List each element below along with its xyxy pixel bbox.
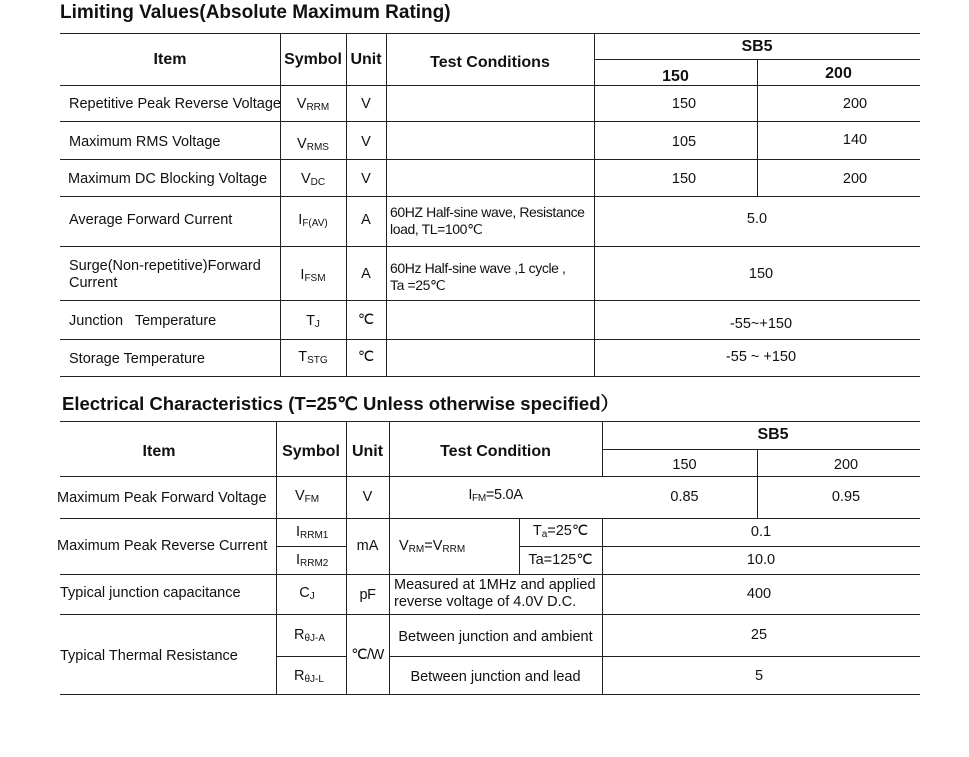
row-item: Junction Temperature — [69, 313, 217, 329]
limiting-values-title: Limiting Values(Absolute Maximum Rating) — [60, 2, 451, 23]
row-unit: ℃ — [357, 312, 375, 328]
header-test-conditions: Test Conditions — [430, 54, 550, 71]
row-unit: ℃ — [357, 349, 375, 365]
row-value-2: 10.0 — [746, 552, 776, 568]
row-symbol: $V_{RMS}$ — [297, 136, 329, 153]
row-value-200: 140 — [842, 132, 868, 148]
header-sb5: SB5 — [757, 426, 789, 443]
row-unit: A — [361, 212, 371, 228]
rule — [519, 546, 920, 547]
header-150: 150 — [662, 68, 689, 85]
header-unit: Unit — [351, 443, 384, 460]
header-item: Item — [153, 51, 187, 68]
rule — [276, 421, 277, 694]
row-value-150: 150 — [671, 171, 697, 187]
header-150: 150 — [672, 457, 697, 473]
row-value-1: 25 — [750, 627, 768, 643]
rule — [276, 546, 346, 547]
row-unit: V — [361, 134, 371, 150]
row-test-condition: Measured at 1MHz and applied reverse voltage of 4.0V D.C. — [394, 577, 596, 610]
rule — [60, 121, 920, 122]
rule — [60, 159, 920, 160]
row-unit: V — [362, 489, 373, 505]
rule — [389, 656, 920, 657]
row-value-200: 200 — [842, 96, 868, 112]
row-sub-condition-2: Ta=125℃ — [528, 552, 593, 568]
row-value-150: 150 — [671, 96, 697, 112]
header-200: 200 — [833, 457, 859, 473]
row-item: Typical Thermal Resistance — [60, 648, 238, 664]
row-symbol: $I_{F(AV)}$ — [298, 212, 328, 229]
header-200: 200 — [825, 65, 852, 82]
row-item: Maximum Peak Reverse Current — [57, 538, 268, 554]
rule — [60, 300, 920, 301]
row-unit: mA — [356, 538, 379, 554]
row-value-1: 0.1 — [750, 524, 772, 540]
rule — [389, 421, 390, 694]
header-sb5: SB5 — [741, 38, 773, 55]
rule — [60, 694, 920, 695]
rule — [60, 196, 920, 197]
row-value: 5.0 — [746, 211, 768, 227]
row-test-condition: $I_{FM}=5.0A$ — [468, 487, 523, 504]
row-unit: V — [361, 171, 371, 187]
row-sub-condition-1: $T_a=25℃$ — [532, 523, 589, 540]
row-symbol: $V_{RRM}$ — [296, 96, 330, 113]
row-symbol: $T_J$ — [306, 313, 320, 330]
row-item: Maximum RMS Voltage — [69, 134, 221, 150]
row-value-150: 0.85 — [670, 489, 699, 505]
row-symbol-1: $R_{\theta J-A}$ — [294, 627, 326, 644]
row-symbol: $V_{DC}$ — [300, 171, 326, 188]
row-symbol-2: $R_{\theta J-L}$ — [294, 668, 324, 685]
row-test-condition-2: Between junction and lead — [410, 669, 581, 685]
row-item: Storage Temperature — [69, 351, 205, 367]
row-item: Maximum DC Blocking Voltage — [68, 171, 268, 187]
row-symbol: $T_{STG}$ — [298, 349, 328, 366]
row-unit: ℃/W — [351, 647, 384, 663]
row-value-200: 0.95 — [831, 489, 861, 505]
rule — [60, 518, 920, 519]
header-symbol: Symbol — [284, 51, 342, 68]
rule — [602, 449, 920, 450]
rule — [276, 656, 346, 657]
rule — [60, 574, 920, 575]
row-value-200: 200 — [842, 171, 868, 187]
row-unit: V — [361, 96, 371, 112]
row-symbol: $V_{FM}$ — [294, 488, 320, 505]
row-item: Average Forward Current — [69, 212, 233, 228]
row-test-condition: 60Hz Half-sine wave ,1 cycle , Ta =25℃ — [390, 260, 566, 293]
header-unit: Unit — [350, 51, 382, 68]
row-symbol-1: $I_{RRM1}$ — [296, 524, 329, 541]
row-test-condition-1: Between junction and ambient — [398, 629, 593, 645]
row-value: -55~+150 — [729, 316, 793, 332]
rule — [60, 476, 920, 477]
rule — [386, 33, 387, 376]
rule — [60, 421, 920, 422]
row-unit: A — [361, 266, 371, 282]
electrical-characteristics-title: Electrical Characteristics (T=25℃ Unless otherwise specified） — [62, 393, 619, 414]
row-symbol: $I_{FSM}$ — [300, 267, 326, 284]
header-symbol: Symbol — [282, 443, 340, 460]
rule — [60, 246, 920, 247]
row-unit: pF — [359, 587, 376, 603]
row-test-condition: $V_{RM}=V_{RRM}$ — [399, 538, 466, 555]
row-item: Maximum Peak Forward Voltage — [57, 490, 267, 506]
header-test-condition: Test Condition — [440, 443, 551, 460]
rule — [60, 339, 920, 340]
row-value: 400 — [746, 586, 772, 602]
row-item: Typical junction capacitance — [60, 585, 241, 601]
rule — [60, 614, 920, 615]
row-test-condition: 60HZ Half-sine wave, Resistance load, TL=100℃ — [390, 204, 585, 237]
row-item: Surge(Non-repetitive)Forward Current — [69, 258, 261, 291]
row-value-150: 105 — [671, 134, 697, 150]
row-value: -55 ~ +150 — [725, 349, 797, 365]
header-item: Item — [142, 443, 176, 460]
row-symbol-2: $I_{RRM2}$ — [296, 552, 329, 569]
rule — [60, 33, 920, 34]
row-item: Repetitive Peak Reverse Voltage — [69, 96, 281, 112]
row-value-2: 5 — [754, 668, 764, 684]
rule — [60, 376, 920, 377]
row-symbol: $C_J$ — [299, 585, 315, 602]
row-value: 150 — [748, 266, 774, 282]
rule — [60, 85, 920, 86]
